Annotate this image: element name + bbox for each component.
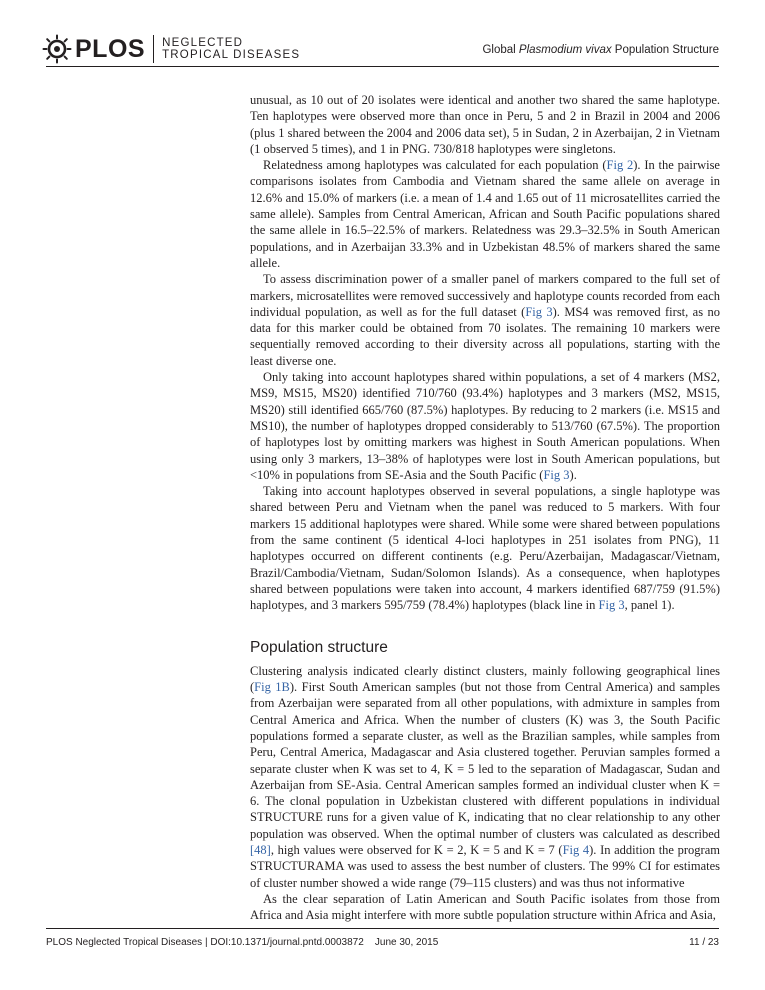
fig-3-link[interactable]: Fig 3: [598, 598, 625, 613]
logo-divider: [153, 35, 154, 63]
running-head-post: Population Structure: [611, 44, 719, 56]
paragraph-6: [250, 663, 720, 891]
footer-rule: [46, 928, 719, 929]
journal-name-line1: NEGLECTED: [162, 37, 244, 49]
fig-3-link[interactable]: Fig 3: [543, 467, 570, 482]
plos-wordmark: PLOS: [75, 34, 146, 63]
paragraph-7: As the clear separation of Latin American and South Pacific isolates from those from Africa and Asia might interfere with more subtle population structure within Africa and Asia,: [250, 891, 720, 923]
journal-name: [162, 37, 300, 61]
text: Only taking into account haplotypes shared within populations, a set of 4 markers (MS2, MS9, MS15, MS20) identified 710/760 (93.4%) haplotypes and 3 markers (MS2, MS15, MS20) still identified 665/760 (87.5%) haplotypes. By reducing to 2 markers (i.e. MS15 and MS10), the number of haplotypes dropped considerably to 513/760 (67.5%). The proportion of haplotypes lost by omitting markers was highest in South American populations. When using only 3 markers, 13–38% of haplotypes were lost in South American populations, but <10% in populations from SE-Asia and the South Pacific (: [250, 370, 720, 482]
reference-48-link[interactable]: [48]: [250, 843, 271, 858]
fig-1b-link[interactable]: Fig 1B: [254, 680, 290, 695]
paragraph-5: [250, 483, 720, 613]
article-body: [250, 92, 720, 924]
journal-name-line2: TROPICAL DISEASES: [162, 49, 301, 61]
text: Relatedness among haplotypes was calculated for each population (: [263, 158, 607, 173]
text: , high values were observed for K = 2, K = 5 and K = 7 (: [270, 843, 563, 858]
text: ). First South American samples (but not those from Central America) and samples from Azerbaijan were separated from all other populations, with admixture in samples from Central America and Africa. When the number of clusters (K) was 3, the South Pacific populations formed a separate cluster, as well as the Brazilian samples, while samples from Peru, Central America, Madagascar and Asia clustered together. Peruvian samples formed a separate cluster when K was set to 4, K = 5 led to the separation of Madagascar, Sudan and Azerbaijan from SE-Asia. Central American samples formed an individual cluster when K = 6. The clonal population in Uzbekistan clustered with different populations in individual STRUCTURE runs for a given value of K, indicating that no clear relationship to any other population was observed. When the optimal number of clusters was calculated as described: [250, 680, 720, 841]
paragraph-2: [250, 157, 720, 271]
paragraph-1: unusual, as 10 out of 20 isolates were identical and another two shared the same haplotype. Ten haplotypes were observed more than once in Peru, 5 and 2 in Brazil in 2004 and 2006 (plus 1 shared between the 2004 and 2006 data set), 5 in Sudan, 2 in Azerbaijan, 2 in Vietnam (1 observed 5 times), and 1 in PNG. 730/818 haplotypes were singletons.: [250, 93, 720, 156]
text: ). MS4 was removed first, as no data for this marker could be obtained from 70 isolates. The remaining 10 markers were sequentially removed according to their diversity across all populations, starting with the least diverse one.: [250, 304, 720, 368]
page-header: [0, 0, 765, 80]
plos-sunburst-icon: [42, 34, 72, 64]
text: ). In the pairwise comparisons isolates from Cambodia and Vietnam shared the same allele on average in 12.6% and 15.0% of markers (i.e. a mean of 1.4 and 1.65 out of 11 microsatellites carried the same allele). Samples from Central American, African and South Pacific populations shared the same allele in 16.5–22.5% of markers. Relatedness was 29.3–32.5% in South American populations, and in Azerbaijan 33.3% and in Uzbekistan 48.5% of markers shared the same allele.: [250, 158, 720, 270]
text: , panel 1).: [624, 598, 675, 613]
paragraph-3: [250, 271, 720, 369]
running-head-italic: Plasmodium vivax: [518, 44, 612, 56]
plos-logo: [42, 32, 300, 66]
fig-2-link[interactable]: Fig 2: [606, 158, 634, 173]
page-number: 11 / 23: [689, 937, 719, 948]
paragraph-4: [250, 369, 720, 483]
running-head-pre: Global: [482, 44, 519, 56]
text: ).: [569, 467, 577, 482]
running-head: [482, 44, 719, 56]
fig-4-link[interactable]: Fig 4: [562, 843, 590, 858]
footer-citation: PLOS Neglected Tropical Diseases | DOI:10.1371/journal.pntd.0003872 June 30, 2015: [46, 937, 439, 948]
fig-3-link[interactable]: Fig 3: [525, 304, 553, 319]
text: To assess discrimination power of a smaller panel of markers compared to the full set of markers, microsatellites were removed successively and haplotype counts recorded from each individual population, as well as for the full dataset (: [250, 272, 720, 319]
section-heading-population-structure: Population structure: [250, 638, 388, 656]
text: Clustering analysis indicated clearly distinct clusters, mainly following geographical lines (: [250, 663, 720, 695]
header-rule: [46, 66, 719, 67]
text: ). In addition the program STRUCTURAMA was used to assess the best number of clusters. The 99% CI for estimates of cluster number showed a wide range (79–115 clusters) and was thus not informative: [250, 843, 720, 890]
text: Taking into account haplotypes observed in several populations, a single haplotype was shared between Peru and Vietnam when the panel was reduced to 5 markers. With four markers 15 additional haplotypes were shared. While some were shared between populations from the same continent (5 identical 4-loci haplotypes in 251 isolates from PNG), 11 haplotypes occurred on different continents (e.g. Peru/Azerbaijan, Madagascar/Vietnam, Brazil/Cambodia/Vietnam, Sudan/Solomon Islands). As a consequence, when haplotypes shared between populations were taken into account, 4 markers identified 687/759 (91.5%) haplotypes, and 3 markers 595/759 (78.4%) haplotypes (black line in: [250, 484, 720, 613]
